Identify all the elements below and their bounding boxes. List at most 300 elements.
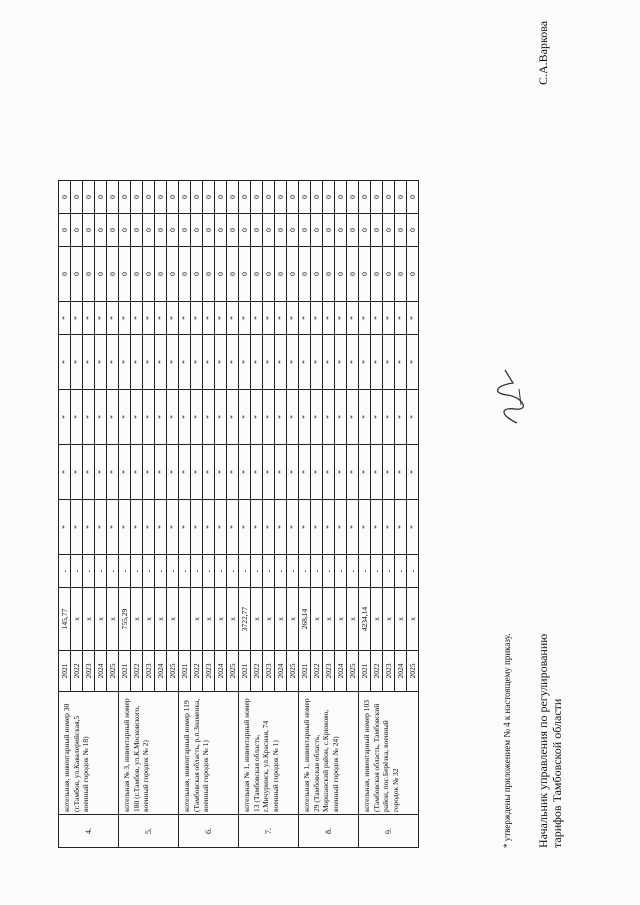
star-cell: * <box>215 335 227 390</box>
boiler-name: котельная, инвентарный номер 30 (г.Тамбов, ул.Кавалерийская,5 военный городок № 18) <box>59 692 119 815</box>
table-row <box>179 181 191 848</box>
table-row <box>239 181 251 848</box>
zero-cell: 0 <box>203 181 215 214</box>
star-cell: * <box>299 390 311 445</box>
year-cell: 2022 <box>251 651 263 692</box>
star-cell: * <box>119 445 131 500</box>
star-cell: * <box>239 335 251 390</box>
dash-cell: - <box>287 555 299 588</box>
zero-cell: 0 <box>191 181 203 214</box>
star-cell: * <box>131 390 143 445</box>
star-cell: * <box>59 302 71 335</box>
zero-cell: 0 <box>251 247 263 302</box>
zero-cell: 0 <box>239 214 251 247</box>
zero-cell: 0 <box>323 247 335 302</box>
year-cell: 2021 <box>59 651 71 692</box>
boiler-name: котельная, инвентарный номер 103 (Тамбовская область, Тамбовский район, пос.Берёзка, военный городок № 32 <box>359 692 419 815</box>
star-cell: * <box>407 302 419 335</box>
star-cell: * <box>227 335 239 390</box>
year-cell: 2025 <box>107 651 119 692</box>
star-cell: * <box>407 390 419 445</box>
signatory-position-line2: тарифов Тамбовской области <box>550 698 564 848</box>
star-cell: * <box>263 302 275 335</box>
star-cell: * <box>179 335 191 390</box>
star-cell: * <box>395 445 407 500</box>
star-cell: * <box>155 302 167 335</box>
star-cell: * <box>407 335 419 390</box>
star-cell: * <box>299 335 311 390</box>
zero-cell: 0 <box>251 181 263 214</box>
zero-cell: 0 <box>131 181 143 214</box>
boiler-name: котельная № 3, инвентарный номер 180 (г.Тамбов, ул.К.Московского, военный городок № 2) <box>119 692 179 815</box>
zero-cell: 0 <box>395 181 407 214</box>
value-cell: x <box>107 588 119 651</box>
star-cell: * <box>311 302 323 335</box>
star-cell: * <box>167 335 179 390</box>
zero-cell: 0 <box>323 181 335 214</box>
zero-cell: 0 <box>179 247 191 302</box>
zero-cell: 0 <box>239 181 251 214</box>
zero-cell: 0 <box>311 214 323 247</box>
star-cell: * <box>371 335 383 390</box>
tariff-table <box>58 180 419 848</box>
star-cell: * <box>287 302 299 335</box>
star-cell: * <box>107 445 119 500</box>
star-cell: * <box>287 390 299 445</box>
boiler-name: котельная, инвентарный номер 119 (Тамбовская область, р.п.Знаменка, военный городок № 1) <box>179 692 239 815</box>
star-cell: * <box>143 390 155 445</box>
star-cell: * <box>119 390 131 445</box>
star-cell: * <box>215 445 227 500</box>
star-cell: * <box>263 445 275 500</box>
handwritten-signature <box>495 365 525 425</box>
dash-cell: - <box>383 555 395 588</box>
zero-cell: 0 <box>359 247 371 302</box>
zero-cell: 0 <box>275 214 287 247</box>
star-cell: * <box>203 390 215 445</box>
value-cell: x <box>191 588 203 651</box>
dash-cell: - <box>71 555 83 588</box>
zero-cell: 0 <box>299 247 311 302</box>
footnote: * утверждены приложением № 4 к настоящему приказу. <box>502 633 512 848</box>
star-cell: * <box>59 500 71 555</box>
star-cell: * <box>191 335 203 390</box>
star-cell: * <box>239 302 251 335</box>
star-cell: * <box>83 302 95 335</box>
zero-cell: 0 <box>275 181 287 214</box>
year-cell: 2025 <box>287 651 299 692</box>
zero-cell: 0 <box>227 214 239 247</box>
zero-cell: 0 <box>179 181 191 214</box>
value-cell: x <box>143 588 155 651</box>
zero-cell: 0 <box>347 181 359 214</box>
dash-cell: - <box>59 555 71 588</box>
star-cell: * <box>371 445 383 500</box>
star-cell: * <box>119 335 131 390</box>
table-row <box>359 181 371 848</box>
star-cell: * <box>335 302 347 335</box>
zero-cell: 0 <box>215 181 227 214</box>
value-cell: x <box>131 588 143 651</box>
zero-cell: 0 <box>227 181 239 214</box>
zero-cell: 0 <box>203 214 215 247</box>
zero-cell: 0 <box>131 214 143 247</box>
star-cell: * <box>107 335 119 390</box>
star-cell: * <box>383 500 395 555</box>
star-cell: * <box>251 500 263 555</box>
dash-cell: - <box>407 555 419 588</box>
zero-cell: 0 <box>107 214 119 247</box>
boiler-name: котельная № 1, инвентарный номер 29 (Тамбовская область, Моршанский район, с.Крюково, военный городок № 24) <box>299 692 359 815</box>
zero-cell: 0 <box>59 247 71 302</box>
star-cell: * <box>263 500 275 555</box>
star-cell: * <box>71 390 83 445</box>
star-cell: * <box>131 302 143 335</box>
year-cell: 2023 <box>143 651 155 692</box>
year-cell: 2022 <box>131 651 143 692</box>
row-number: 5. <box>119 815 179 848</box>
zero-cell: 0 <box>407 214 419 247</box>
star-cell: * <box>83 335 95 390</box>
boiler-name: котельная № 1, инвентарный номер 13 (Тамбовская область, г.Мичуринск, ул.Красная, 74 военный городок № 1) <box>239 692 299 815</box>
zero-cell: 0 <box>359 181 371 214</box>
dash-cell: - <box>107 555 119 588</box>
star-cell: * <box>239 500 251 555</box>
value-cell: x <box>407 588 419 651</box>
dash-cell: - <box>215 555 227 588</box>
star-cell: * <box>311 390 323 445</box>
zero-cell: 0 <box>71 214 83 247</box>
zero-cell: 0 <box>71 181 83 214</box>
star-cell: * <box>323 390 335 445</box>
star-cell: * <box>311 335 323 390</box>
year-cell: 2025 <box>167 651 179 692</box>
zero-cell: 0 <box>335 247 347 302</box>
dash-cell: - <box>155 555 167 588</box>
dash-cell: - <box>299 555 311 588</box>
year-cell: 2022 <box>191 651 203 692</box>
year-cell: 2024 <box>395 651 407 692</box>
dash-cell: - <box>275 555 287 588</box>
value-cell: x <box>347 588 359 651</box>
value-cell: 755,29 <box>119 588 131 651</box>
zero-cell: 0 <box>371 181 383 214</box>
star-cell: * <box>83 445 95 500</box>
zero-cell: 0 <box>299 181 311 214</box>
value-cell: x <box>335 588 347 651</box>
year-cell: 2023 <box>323 651 335 692</box>
star-cell: * <box>227 302 239 335</box>
year-cell: 2021 <box>239 651 251 692</box>
star-cell: * <box>275 302 287 335</box>
star-cell: * <box>287 500 299 555</box>
zero-cell: 0 <box>383 247 395 302</box>
star-cell: * <box>251 390 263 445</box>
star-cell: * <box>59 445 71 500</box>
star-cell: * <box>299 445 311 500</box>
dash-cell: - <box>119 555 131 588</box>
zero-cell: 0 <box>107 247 119 302</box>
star-cell: * <box>107 390 119 445</box>
row-number: 6. <box>179 815 239 848</box>
star-cell: * <box>251 445 263 500</box>
dash-cell: - <box>227 555 239 588</box>
zero-cell: 0 <box>203 247 215 302</box>
star-cell: * <box>227 500 239 555</box>
zero-cell: 0 <box>143 214 155 247</box>
value-cell: x <box>167 588 179 651</box>
year-cell: 2023 <box>203 651 215 692</box>
star-cell: * <box>155 335 167 390</box>
dash-cell: - <box>131 555 143 588</box>
row-number: 8. <box>299 815 359 848</box>
star-cell: * <box>311 445 323 500</box>
zero-cell: 0 <box>347 214 359 247</box>
zero-cell: 0 <box>371 247 383 302</box>
star-cell: * <box>407 500 419 555</box>
dash-cell: - <box>335 555 347 588</box>
star-cell: * <box>323 335 335 390</box>
value-cell: x <box>311 588 323 651</box>
zero-cell: 0 <box>395 214 407 247</box>
star-cell: * <box>359 500 371 555</box>
zero-cell: 0 <box>83 247 95 302</box>
star-cell: * <box>275 335 287 390</box>
star-cell: * <box>263 335 275 390</box>
zero-cell: 0 <box>95 214 107 247</box>
zero-cell: 0 <box>179 214 191 247</box>
zero-cell: 0 <box>383 181 395 214</box>
star-cell: * <box>71 302 83 335</box>
zero-cell: 0 <box>311 181 323 214</box>
value-cell: x <box>383 588 395 651</box>
dash-cell: - <box>95 555 107 588</box>
year-cell: 2022 <box>71 651 83 692</box>
star-cell: * <box>95 302 107 335</box>
year-cell: 2024 <box>155 651 167 692</box>
value-cell: x <box>155 588 167 651</box>
star-cell: * <box>407 445 419 500</box>
star-cell: * <box>83 500 95 555</box>
dash-cell: - <box>239 555 251 588</box>
star-cell: * <box>143 302 155 335</box>
star-cell: * <box>287 445 299 500</box>
star-cell: * <box>143 335 155 390</box>
value-cell: 3722,77 <box>239 588 251 651</box>
star-cell: * <box>191 445 203 500</box>
star-cell: * <box>359 445 371 500</box>
value-cell: x <box>395 588 407 651</box>
zero-cell: 0 <box>107 181 119 214</box>
star-cell: * <box>299 500 311 555</box>
dash-cell: - <box>167 555 179 588</box>
year-cell: 2023 <box>83 651 95 692</box>
value-cell: 268,14 <box>299 588 311 651</box>
zero-cell: 0 <box>215 247 227 302</box>
year-cell: 2024 <box>95 651 107 692</box>
table-row <box>299 181 311 848</box>
zero-cell: 0 <box>335 214 347 247</box>
star-cell: * <box>395 390 407 445</box>
year-cell: 2024 <box>215 651 227 692</box>
zero-cell: 0 <box>71 247 83 302</box>
year-cell: 2023 <box>263 651 275 692</box>
value-cell: 4234,14 <box>359 588 371 651</box>
zero-cell: 0 <box>191 214 203 247</box>
value-cell: x <box>203 588 215 651</box>
star-cell: * <box>227 390 239 445</box>
row-number: 4. <box>59 815 119 848</box>
dash-cell: - <box>143 555 155 588</box>
tariff-table-body <box>59 181 419 848</box>
zero-cell: 0 <box>395 247 407 302</box>
year-cell: 2024 <box>335 651 347 692</box>
value-cell: x <box>263 588 275 651</box>
zero-cell: 0 <box>119 181 131 214</box>
star-cell: * <box>299 302 311 335</box>
zero-cell: 0 <box>263 181 275 214</box>
star-cell: * <box>335 445 347 500</box>
zero-cell: 0 <box>287 181 299 214</box>
dash-cell: - <box>263 555 275 588</box>
star-cell: * <box>383 390 395 445</box>
zero-cell: 0 <box>275 247 287 302</box>
star-cell: * <box>203 445 215 500</box>
value-cell: x <box>275 588 287 651</box>
zero-cell: 0 <box>59 214 71 247</box>
star-cell: * <box>383 302 395 335</box>
star-cell: * <box>347 390 359 445</box>
year-cell: 2021 <box>179 651 191 692</box>
star-cell: * <box>191 390 203 445</box>
table-row <box>119 181 131 848</box>
year-cell: 2025 <box>407 651 419 692</box>
star-cell: * <box>131 500 143 555</box>
dash-cell: - <box>359 555 371 588</box>
value-cell: x <box>371 588 383 651</box>
year-cell: 2024 <box>275 651 287 692</box>
dash-cell: - <box>251 555 263 588</box>
value-cell: x <box>227 588 239 651</box>
star-cell: * <box>359 335 371 390</box>
row-number: 9. <box>359 815 419 848</box>
star-cell: * <box>191 500 203 555</box>
star-cell: * <box>323 500 335 555</box>
year-cell: 2023 <box>383 651 395 692</box>
star-cell: * <box>119 302 131 335</box>
zero-cell: 0 <box>407 181 419 214</box>
value-cell <box>179 588 191 651</box>
year-cell: 2021 <box>119 651 131 692</box>
dash-cell: - <box>323 555 335 588</box>
zero-cell: 0 <box>287 247 299 302</box>
star-cell: * <box>179 302 191 335</box>
star-cell: * <box>371 302 383 335</box>
zero-cell: 0 <box>407 247 419 302</box>
star-cell: * <box>167 302 179 335</box>
star-cell: * <box>59 335 71 390</box>
star-cell: * <box>383 445 395 500</box>
star-cell: * <box>71 500 83 555</box>
star-cell: * <box>251 335 263 390</box>
star-cell: * <box>359 302 371 335</box>
star-cell: * <box>143 500 155 555</box>
star-cell: * <box>71 335 83 390</box>
year-cell: 2025 <box>347 651 359 692</box>
dash-cell: - <box>395 555 407 588</box>
zero-cell: 0 <box>83 181 95 214</box>
star-cell: * <box>59 390 71 445</box>
zero-cell: 0 <box>359 214 371 247</box>
star-cell: * <box>347 500 359 555</box>
star-cell: * <box>287 335 299 390</box>
star-cell: * <box>395 302 407 335</box>
star-cell: * <box>335 500 347 555</box>
zero-cell: 0 <box>167 247 179 302</box>
zero-cell: 0 <box>131 247 143 302</box>
zero-cell: 0 <box>311 247 323 302</box>
value-cell: x <box>71 588 83 651</box>
star-cell: * <box>275 390 287 445</box>
year-cell: 2021 <box>299 651 311 692</box>
dash-cell: - <box>311 555 323 588</box>
zero-cell: 0 <box>59 181 71 214</box>
zero-cell: 0 <box>287 214 299 247</box>
star-cell: * <box>107 302 119 335</box>
star-cell: * <box>215 302 227 335</box>
star-cell: * <box>227 445 239 500</box>
zero-cell: 0 <box>383 214 395 247</box>
zero-cell: 0 <box>323 214 335 247</box>
star-cell: * <box>335 335 347 390</box>
zero-cell: 0 <box>119 214 131 247</box>
zero-cell: 0 <box>155 181 167 214</box>
zero-cell: 0 <box>299 214 311 247</box>
star-cell: * <box>119 500 131 555</box>
star-cell: * <box>395 500 407 555</box>
zero-cell: 0 <box>251 214 263 247</box>
star-cell: * <box>179 500 191 555</box>
star-cell: * <box>95 335 107 390</box>
row-number: 7. <box>239 815 299 848</box>
star-cell: * <box>167 390 179 445</box>
star-cell: * <box>347 445 359 500</box>
value-cell: x <box>287 588 299 651</box>
star-cell: * <box>83 390 95 445</box>
zero-cell: 0 <box>143 247 155 302</box>
star-cell: * <box>383 335 395 390</box>
star-cell: * <box>215 390 227 445</box>
dash-cell: - <box>203 555 215 588</box>
zero-cell: 0 <box>155 214 167 247</box>
zero-cell: 0 <box>167 181 179 214</box>
star-cell: * <box>215 500 227 555</box>
value-cell: x <box>215 588 227 651</box>
star-cell: * <box>395 335 407 390</box>
value-cell: 145,77 <box>59 588 71 651</box>
value-cell: x <box>95 588 107 651</box>
dash-cell: - <box>371 555 383 588</box>
dash-cell: - <box>347 555 359 588</box>
zero-cell: 0 <box>263 247 275 302</box>
star-cell: * <box>155 445 167 500</box>
zero-cell: 0 <box>83 214 95 247</box>
zero-cell: 0 <box>239 247 251 302</box>
signatory-position <box>536 634 564 848</box>
signatory-name: С.А.Варкова <box>536 20 550 85</box>
star-cell: * <box>323 302 335 335</box>
zero-cell: 0 <box>215 214 227 247</box>
